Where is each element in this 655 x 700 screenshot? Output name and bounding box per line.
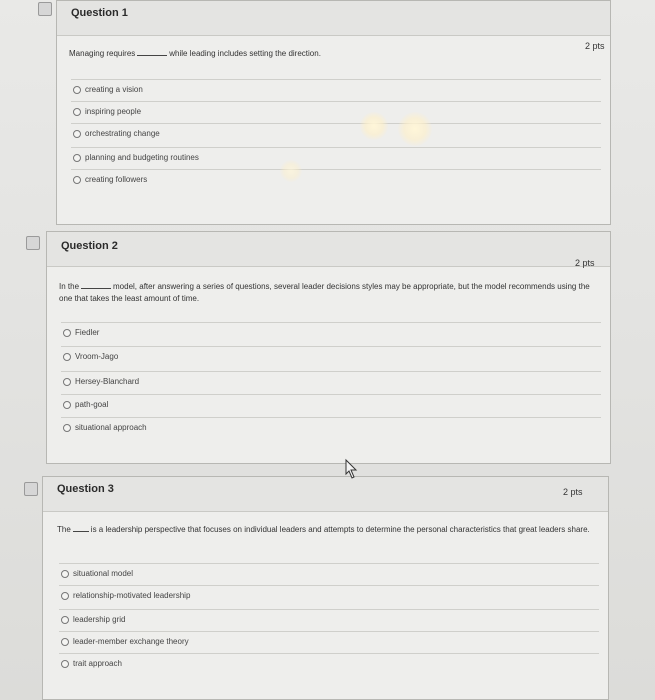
question-header xyxy=(47,232,610,267)
flag-question-icon[interactable] xyxy=(24,482,38,496)
radio-button[interactable] xyxy=(63,329,71,337)
answer-label: leader-member exchange theory xyxy=(73,637,189,646)
question-card-2 xyxy=(46,231,611,464)
answer-option[interactable] xyxy=(71,123,601,145)
question-prompt: Managing requires while leading includes setting the direction. xyxy=(69,49,321,58)
answer-option[interactable] xyxy=(59,609,599,631)
radio-button[interactable] xyxy=(61,660,69,668)
question-title: Question 1 xyxy=(71,7,128,19)
question-points: 2 pts xyxy=(575,258,595,268)
question-header xyxy=(57,1,610,36)
radio-button[interactable] xyxy=(73,154,81,162)
question-prompt: The is a leadership perspective that focuses on individual leaders and attempts to determine the personal characteristics that great leaders share. xyxy=(57,525,590,534)
mouse-pointer-icon xyxy=(340,458,362,482)
answer-label: orchestrating change xyxy=(85,129,160,138)
radio-button[interactable] xyxy=(73,86,81,94)
answer-option[interactable] xyxy=(61,346,601,368)
question-card-1 xyxy=(56,0,611,225)
question-points: 2 pts xyxy=(585,41,605,51)
answer-blank xyxy=(81,280,111,289)
radio-button[interactable] xyxy=(73,130,81,138)
question-title: Question 3 xyxy=(57,483,114,495)
radio-button[interactable] xyxy=(63,353,71,361)
flag-question-icon[interactable] xyxy=(38,2,52,16)
answer-option[interactable] xyxy=(71,101,601,123)
screen-glare xyxy=(398,112,432,146)
answer-option[interactable] xyxy=(61,417,601,439)
answer-label: relationship-motivated leadership xyxy=(73,591,191,600)
radio-button[interactable] xyxy=(61,616,69,624)
answer-label: Fiedler xyxy=(75,328,100,337)
answer-label: path-goal xyxy=(75,400,109,409)
answer-option[interactable] xyxy=(61,394,601,416)
answer-option[interactable] xyxy=(61,322,601,344)
radio-button[interactable] xyxy=(73,108,81,116)
question-prompt: In the model, after answering a series of questions, several leader decisions styles may be appropriate, but the model recommends using the one that takes the least amount of time. xyxy=(59,282,590,303)
answer-label: planning and budgeting routines xyxy=(85,153,199,162)
answer-label: situational approach xyxy=(75,423,147,432)
radio-button[interactable] xyxy=(61,592,69,600)
answer-option[interactable] xyxy=(59,653,599,675)
answer-label: creating a vision xyxy=(85,85,143,94)
answer-label: Vroom-Jago xyxy=(75,352,119,361)
question-card-3 xyxy=(42,476,609,700)
screen-glare xyxy=(360,112,388,140)
radio-button[interactable] xyxy=(63,401,71,409)
radio-button[interactable] xyxy=(63,378,71,386)
radio-button[interactable] xyxy=(73,176,81,184)
answer-option[interactable] xyxy=(59,631,599,653)
flag-question-icon[interactable] xyxy=(26,236,40,250)
answer-blank xyxy=(73,523,89,532)
radio-button[interactable] xyxy=(61,570,69,578)
question-header xyxy=(43,477,608,512)
radio-button[interactable] xyxy=(61,638,69,646)
answer-label: situational model xyxy=(73,569,134,578)
question-title: Question 2 xyxy=(61,240,118,252)
answer-blank xyxy=(137,47,167,56)
screen-glare xyxy=(280,160,302,182)
answer-label: leadership grid xyxy=(73,615,126,624)
question-points: 2 pts xyxy=(563,487,583,497)
answer-option[interactable] xyxy=(59,585,599,607)
answer-option[interactable] xyxy=(71,169,601,191)
answer-option[interactable] xyxy=(71,147,601,169)
answer-label: Hersey-Blanchard xyxy=(75,377,140,386)
answer-option[interactable] xyxy=(61,371,601,393)
answer-option[interactable] xyxy=(59,563,599,585)
answer-option[interactable] xyxy=(71,79,601,101)
answer-label: trait approach xyxy=(73,659,122,668)
answer-label: creating followers xyxy=(85,175,148,184)
answer-label: inspiring people xyxy=(85,107,142,116)
radio-button[interactable] xyxy=(63,424,71,432)
